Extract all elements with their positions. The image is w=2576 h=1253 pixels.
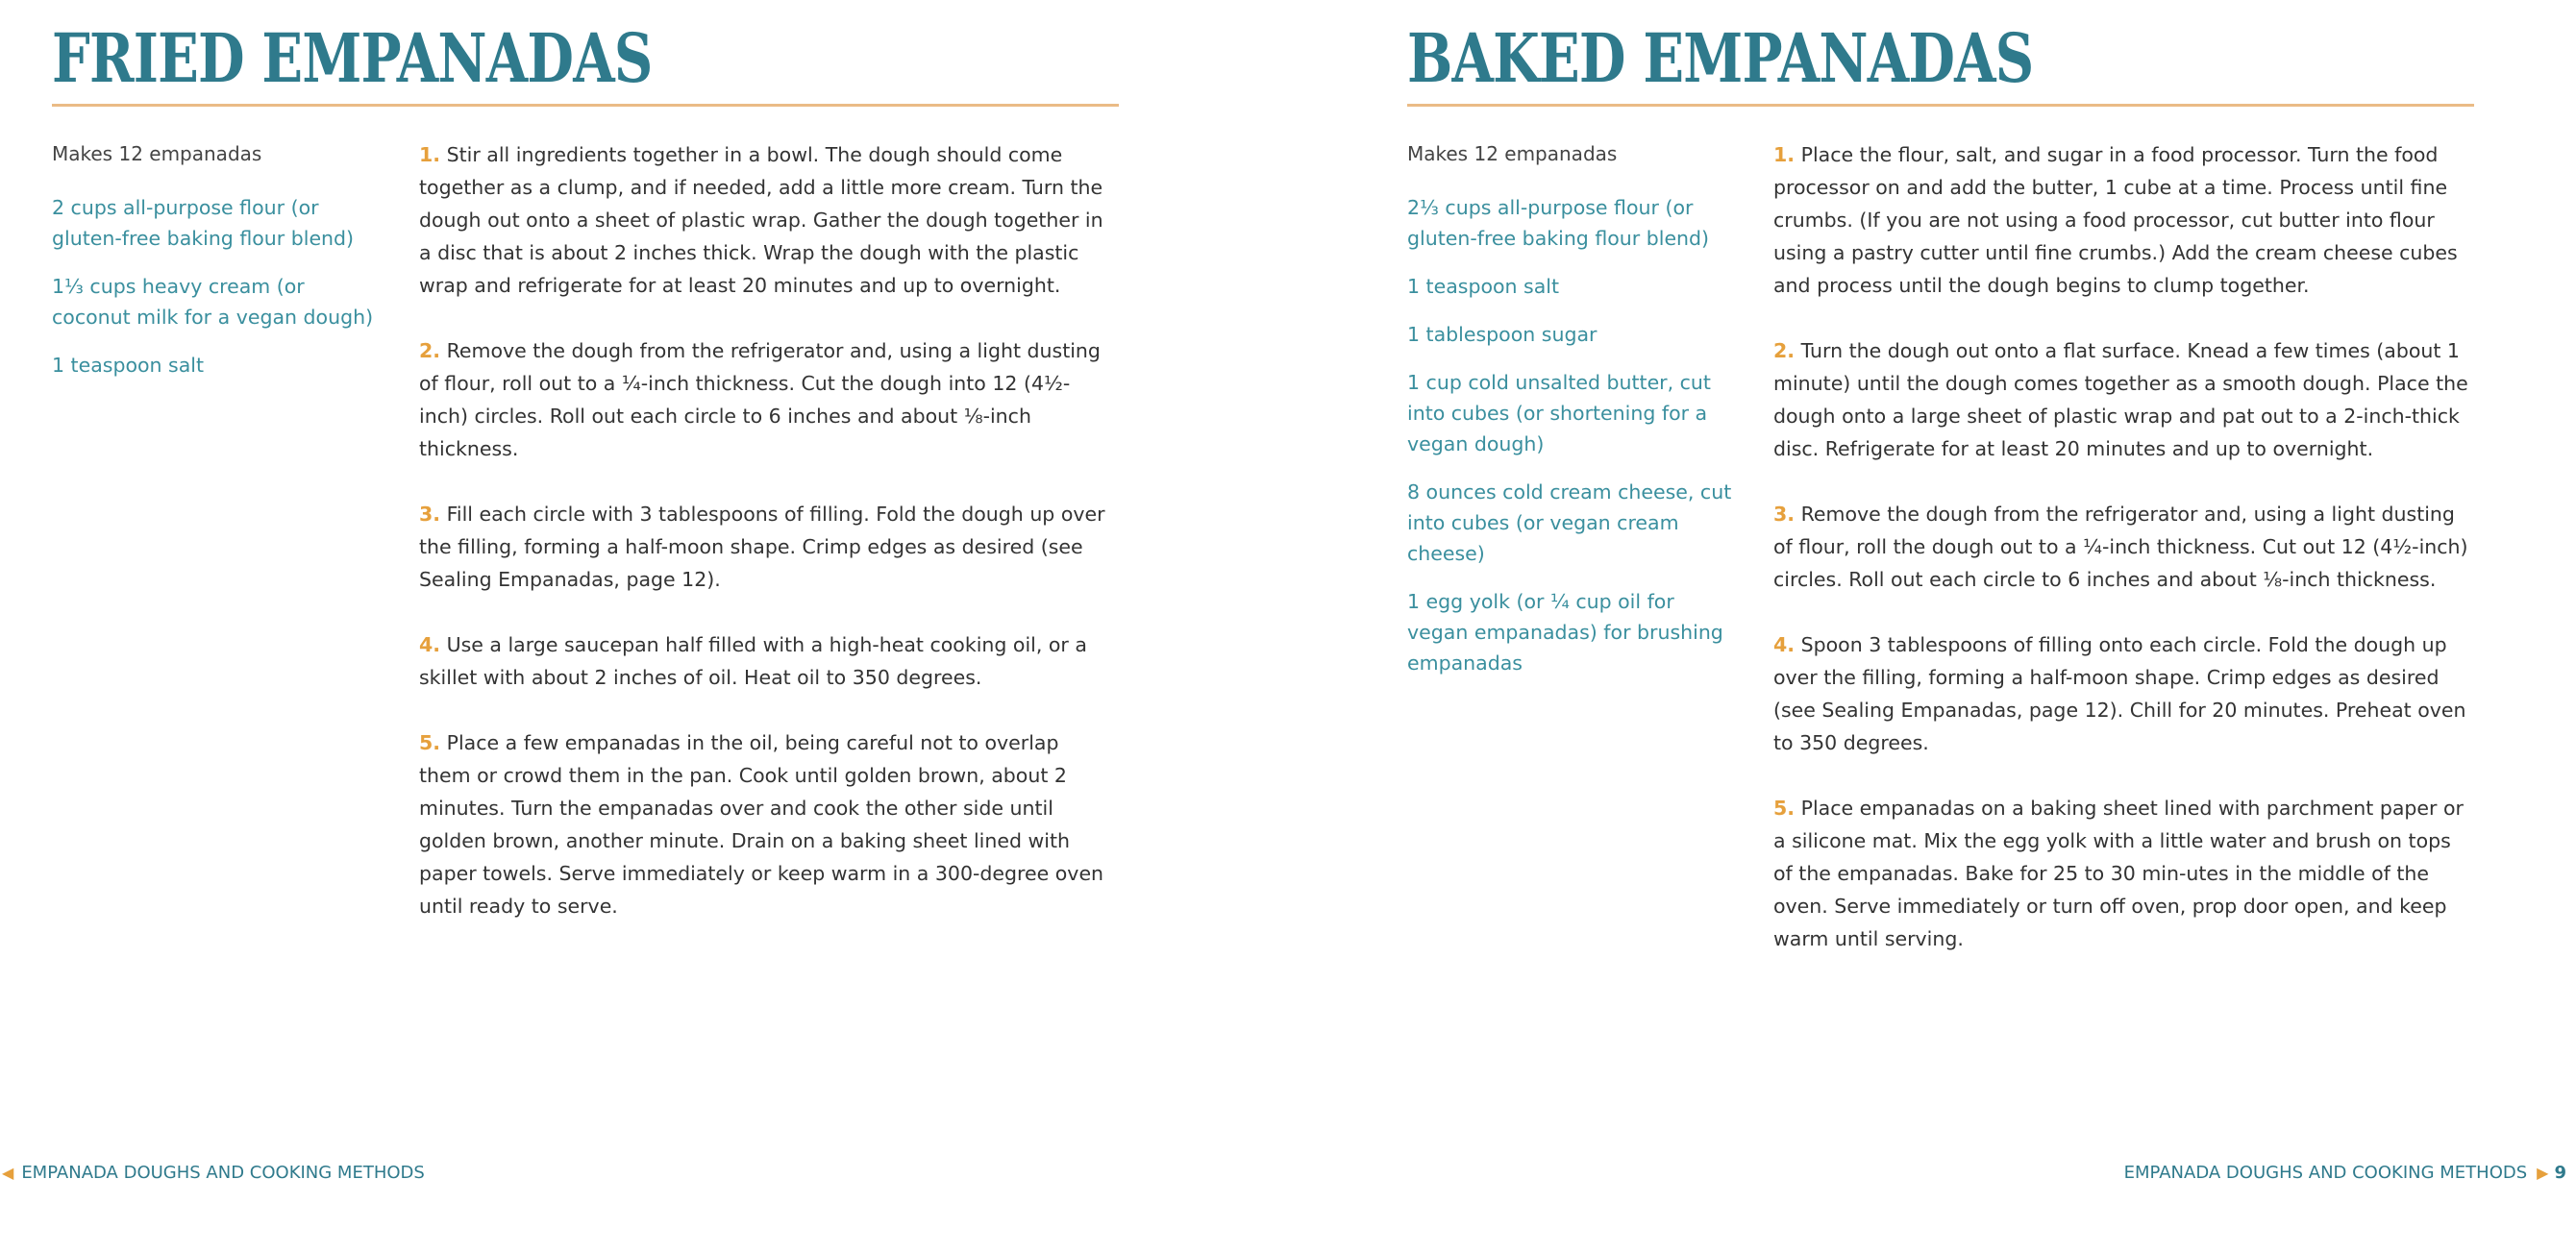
instruction-list	[419, 138, 1111, 955]
step-text: Use a large saucepan half filled with a high-heat cooking oil, or a skillet with about 2 inches of oil. Heat oil to 350 degrees.	[419, 633, 1087, 689]
running-footer	[2124, 1163, 2566, 1183]
step-text: Remove the dough from the refrigerator and, using a light dusting of flour, roll the dough out to a ¼-inch thickness. Cut out 12 (4½-inch) circles. Roll out each circle to 6 inches and about ⅛-inch thickness.	[1773, 503, 2468, 591]
arrow-right-icon: ▶	[2537, 1164, 2549, 1182]
step-text: Place empanadas on a baking sheet lined with parchment paper or a silicone mat. Mix the egg yolk with a little water and brush on tops of the empanadas. Bake for 25 to 30 min-utes in the middle of the oven. Serve immediately or turn off oven, prop door open, and keep warm until serving.	[1773, 797, 2464, 950]
step-text: Remove the dough from the refrigerator and, using a light dusting of flour, roll out to a ¼-inch thickness. Cut the dough into 12 (4½-inch) circles. Roll out each circle to 6 inches and about ⅛-inch thickness.	[419, 339, 1101, 460]
step-number: 3.	[1773, 503, 1796, 526]
yield-text: Makes 12 empanadas	[52, 142, 262, 165]
instruction-step	[1773, 334, 2475, 465]
title-divider	[1407, 104, 2474, 107]
instruction-step	[1773, 138, 2475, 302]
ingredient-item: 2⅓ cups all-purpose flour (or gluten-free baking flour blend)	[1407, 196, 1710, 250]
step-text: Place a few empanadas in the oil, being careful not to overlap them or crowd them in the pan. Cook until golden brown, about 2 minutes. Turn the empanadas over and cook the other side until golden brown, another minute. Drain on a baking sheet lined with paper towels. Serve immediately or keep warm in a 300-degree oven until ready to serve.	[419, 731, 1104, 918]
recipe-title: BAKED EMPANADAS	[1407, 18, 2034, 98]
ingredient-item: 2 cups all-purpose flour (or gluten-free baking flour blend)	[52, 196, 355, 250]
ingredient-item: 8 ounces cold cream cheese, cut into cubes (or vegan cream cheese)	[1407, 480, 1732, 565]
instruction-step	[1773, 792, 2475, 955]
page-number: 9	[2554, 1163, 2566, 1183]
instruction-step	[419, 334, 1111, 465]
right-page	[1288, 0, 2576, 1253]
ingredient-item: 1 teaspoon salt	[1407, 275, 1560, 298]
footer-section-title: EMPANADA DOUGHS AND COOKING METHODS	[2123, 1163, 2528, 1183]
step-number: 4.	[419, 633, 441, 656]
step-number: 5.	[419, 731, 441, 754]
step-text: Spoon 3 tablespoons of filling onto each circle. Fold the dough up over the filling, forming a half-moon shape. Crimp edges as desired (see Sealing Empanadas, page 12). Chill for 20 minutes. Preheat oven to 350 degrees.	[1773, 633, 2466, 754]
step-number: 1.	[419, 143, 441, 166]
instruction-step	[419, 628, 1111, 694]
step-text: Place the flour, salt, and sugar in a food processor. Turn the food processor on and add the butter, 1 cube at a time. Process until fine crumbs. (If you are not using a food processor, cut butter into flour using a pastry cutter until fine crumbs.) Add the cream cheese cubes and process until the dough begins to clump together.	[1773, 143, 2458, 297]
recipe-title: FRIED EMPANADAS	[52, 18, 653, 98]
step-number: 4.	[1773, 633, 1796, 656]
ingredient-item: 1 tablespoon sugar	[1407, 323, 1598, 346]
instruction-step	[1773, 498, 2475, 596]
instruction-step	[419, 498, 1111, 596]
step-number: 2.	[419, 339, 441, 362]
ingredient-list	[52, 192, 384, 398]
running-footer	[2, 1163, 425, 1183]
instruction-step	[1773, 628, 2475, 759]
instruction-list	[1773, 138, 2475, 988]
instruction-step	[419, 138, 1111, 302]
step-text: Turn the dough out onto a flat surface. Knead a few times (about 1 minute) until the dough comes together as a smooth dough. Place the dough onto a large sheet of plastic wrap and pat out to a 2-inch-thick disc. Refrigerate for at least 20 minutes and up to overnight.	[1773, 339, 2468, 460]
ingredient-list	[1407, 192, 1739, 696]
step-number: 1.	[1773, 143, 1796, 166]
arrow-left-icon: ◀	[2, 1164, 14, 1182]
step-number: 2.	[1773, 339, 1796, 362]
step-text: Fill each circle with 3 tablespoons of filling. Fold the dough up over the filling, forming a half-moon shape. Crimp edges as desired (see Sealing Empanadas, page 12).	[419, 503, 1105, 591]
ingredient-item: 1 teaspoon salt	[52, 354, 205, 377]
step-number: 3.	[419, 503, 441, 526]
yield-text: Makes 12 empanadas	[1407, 142, 1618, 165]
step-number: 5.	[1773, 797, 1796, 820]
ingredient-item: 1 egg yolk (or ¼ cup oil for vegan empanadas) for brushing empanadas	[1407, 590, 1723, 675]
ingredient-item: 1 cup cold unsalted butter, cut into cubes (or shortening for a vegan dough)	[1407, 371, 1711, 455]
step-text: Stir all ingredients together in a bowl. The dough should come together as a clump, and if needed, add a little more cream. Turn the dough out onto a sheet of plastic wrap. Gather the dough together in a disc that is about 2 inches thick. Wrap the dough with the plastic wrap and refrigerate for at least 20 minutes and up to overnight.	[419, 143, 1103, 297]
footer-section-title: EMPANADA DOUGHS AND COOKING METHODS	[21, 1163, 425, 1183]
title-divider	[52, 104, 1119, 107]
instruction-step	[419, 726, 1111, 922]
ingredient-item: 1⅓ cups heavy cream (or coconut milk for a vegan dough)	[52, 275, 374, 329]
